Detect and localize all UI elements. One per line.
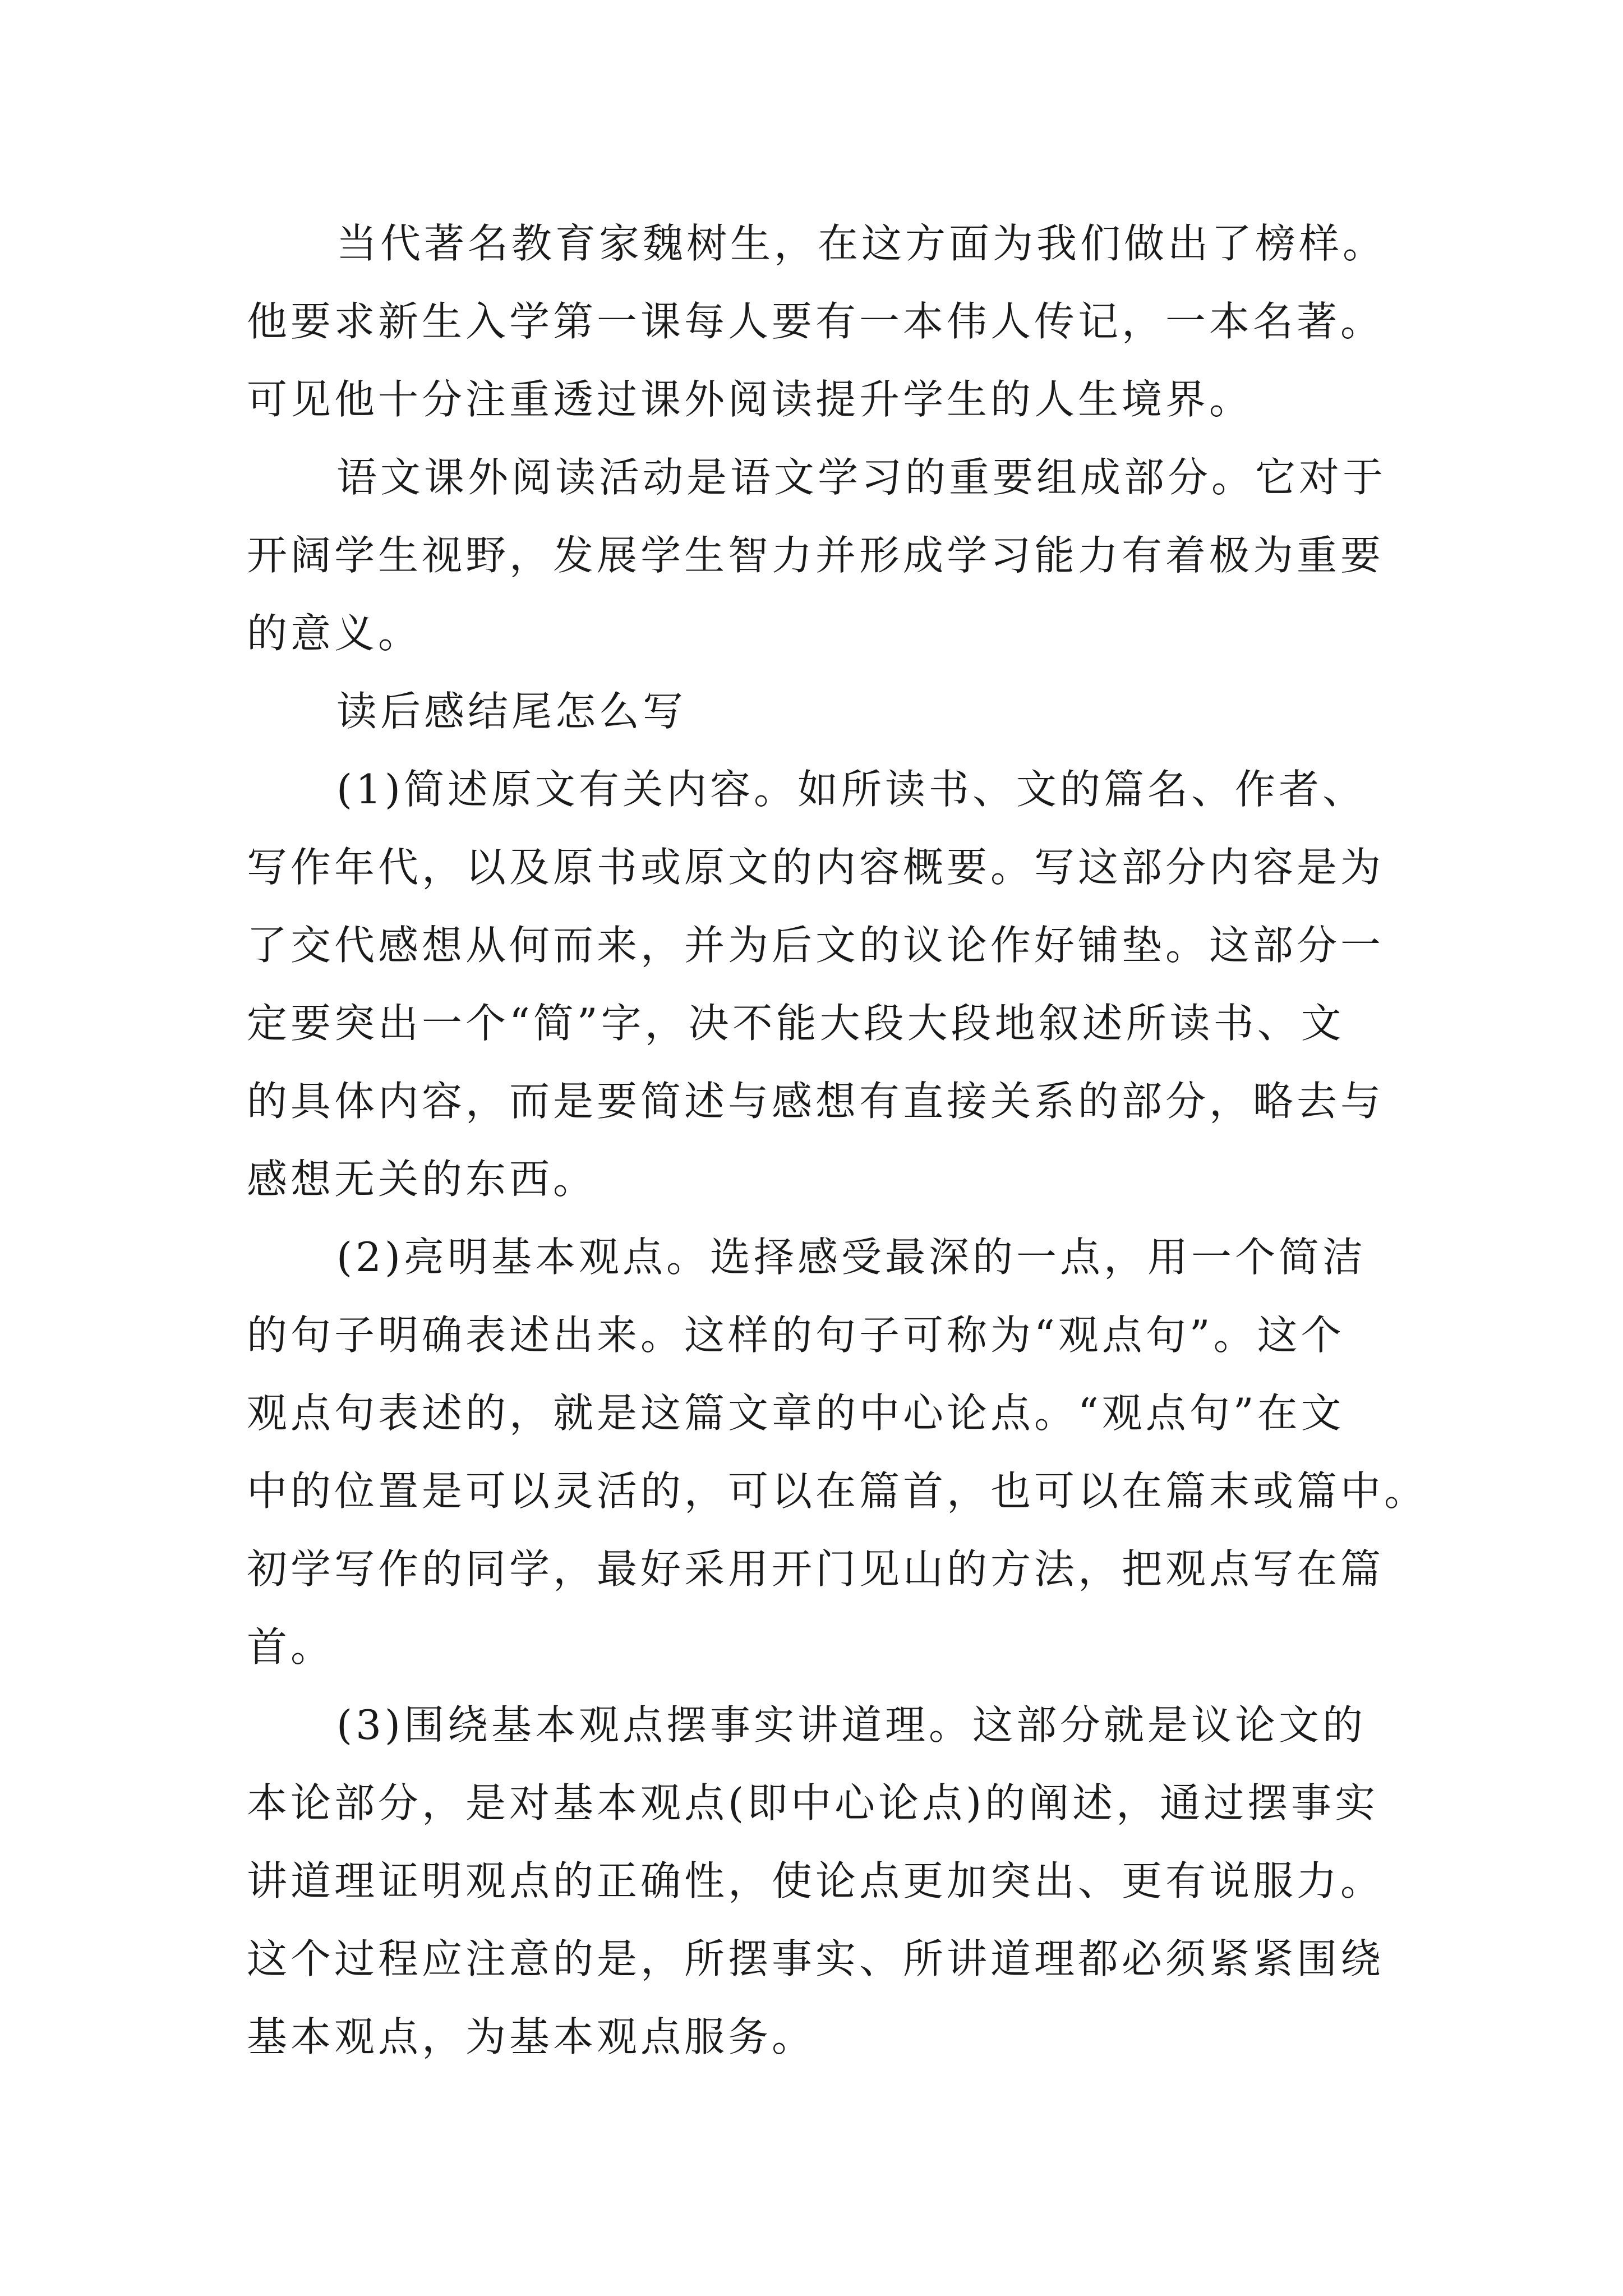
text-line: 讲道理证明观点的正确性，使论点更加突出、更有说服力。 — [247, 1857, 1385, 1904]
text-line: 本论部分，是对基本观点(即中心论点)的阐述，通过摆事实 — [247, 1779, 1379, 1826]
text-line: 开阔学生视野，发展学生智力并形成学习能力有着极为重要 — [247, 532, 1385, 579]
text-line: (3)围绕基本观点摆事实讲道理。这部分就是议论文的 — [336, 1701, 1366, 1749]
text-line: 定要突出一个“简”字，决不能大段大段地叙述所读书、文 — [247, 1000, 1345, 1047]
text-line: 可见他十分注重透过课外阅读提升学生的人生境界。 — [247, 376, 1253, 423]
text-line: (1)简述原文有关内容。如所读书、文的篇名、作者、 — [336, 766, 1366, 813]
text-line: 当代著名教育家魏树生，在这方面为我们做出了榜样。 — [336, 220, 1387, 267]
text-line: 中的位置是可以灵活的，可以在篇首，也可以在篇末或篇中。 — [247, 1467, 1428, 1515]
text-line: (2)亮明基本观点。选择感受最深的一点，用一个简洁 — [336, 1234, 1366, 1281]
text-line: 的意义。 — [247, 610, 422, 657]
text-line: 的具体内容，而是要简述与感想有直接关系的部分，略去与 — [247, 1078, 1385, 1125]
section-heading: 读后感结尾怎么写 — [336, 688, 687, 735]
text-line: 他要求新生入学第一课每人要有一本伟人传记，一本名著。 — [247, 298, 1385, 345]
text-line: 感想无关的东西。 — [247, 1156, 597, 1203]
text-line: 首。 — [247, 1623, 335, 1671]
text-line: 这个过程应注意的是，所摆事实、所讲道理都必须紧紧围绕 — [247, 1935, 1385, 1982]
text-line: 基本观点，为基本观点服务。 — [247, 2013, 816, 2060]
text-line: 观点句表述的，就是这篇文章的中心论点。“观点句”在文 — [247, 1389, 1345, 1437]
text-line: 初学写作的同学，最好采用开门见山的方法，把观点写在篇 — [247, 1545, 1385, 1593]
text-line: 了交代感想从何而来，并为后文的议论作好铺垫。这部分一 — [247, 922, 1385, 969]
text-line: 语文课外阅读活动是语文学习的重要组成部分。它对于 — [336, 454, 1387, 501]
text-line: 写作年代，以及原书或原文的内容概要。写这部分内容是为 — [247, 844, 1385, 891]
text-line: 的句子明确表述出来。这样的句子可称为“观点句”。这个 — [247, 1312, 1345, 1359]
